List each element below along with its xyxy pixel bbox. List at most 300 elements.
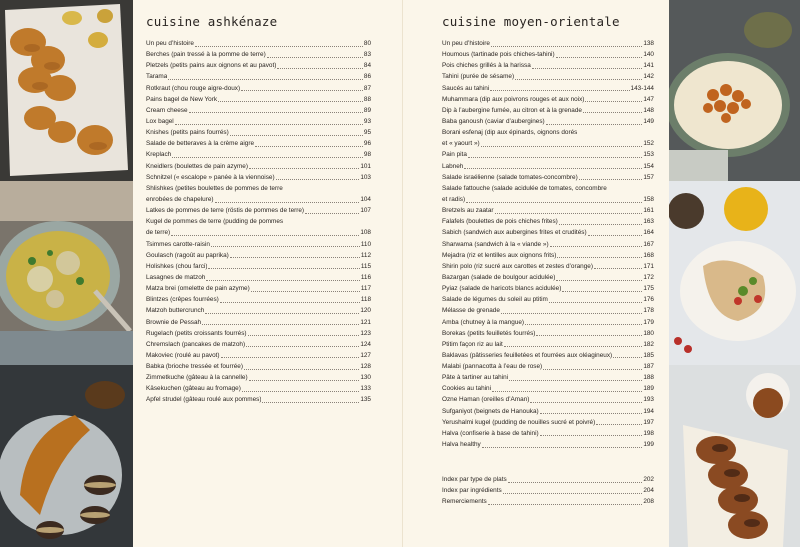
toc-entry: [442, 250, 654, 261]
dot-leader: [540, 413, 643, 414]
toc-entry-label: Lasagnes de matzoh: [146, 273, 206, 281]
toc-entry-page: 197: [643, 418, 654, 426]
dot-leader: [205, 313, 359, 314]
toc-entry: [442, 172, 654, 183]
toc-entry-page: 175: [643, 285, 654, 293]
toc-entry-label: Tsimmes carotte-raisin: [146, 240, 210, 248]
toc-entry-label: Chremslach (pancakes de matzoh): [146, 340, 246, 348]
dot-leader: [562, 291, 642, 292]
dot-leader: [246, 346, 359, 347]
toc-entry-label: Kugel de pommes de terre (pudding de pommes: [146, 218, 284, 226]
toc-entry-page: 128: [360, 363, 371, 371]
toc-entry-label: Malabi (pannacotta à l’eau de rose): [442, 363, 543, 371]
toc-entry-label: Matza brei (omelette de pain azyme): [146, 285, 250, 293]
dot-leader: [585, 101, 642, 102]
toc-entry-page: 118: [360, 296, 371, 304]
toc-entry: [146, 294, 371, 305]
toc-entry-page: 208: [643, 498, 654, 506]
toc-entry-page: 96: [363, 140, 371, 148]
toc-entry-page: 189: [643, 385, 654, 393]
poppy-roll-illustration: [0, 365, 133, 547]
dot-leader: [249, 380, 360, 381]
donuts-illustration: [668, 365, 800, 547]
dot-leader: [208, 268, 359, 269]
dot-leader: [241, 90, 363, 91]
dot-leader: [230, 135, 363, 136]
toc-entry-label: Makoviec (roulé au pavot): [146, 351, 220, 359]
dot-leader: [508, 482, 643, 483]
toc-entry-label: Latkes de pommes de terre (röstis de pommes de terre): [146, 207, 305, 215]
dot-leader: [168, 79, 363, 80]
toc-entry-page: 188: [643, 374, 654, 382]
toc-entry-label: Berches (pain tressé à la pomme de terre): [146, 51, 266, 59]
dot-leader: [504, 346, 643, 347]
toc-entry: [146, 305, 371, 316]
dot-leader: [543, 369, 642, 370]
toc-entry-page: 179: [643, 318, 654, 326]
toc-entry: [146, 239, 371, 250]
toc-entry-label: Borekas (petits feuilletés fourrés): [442, 329, 536, 337]
toc-entry-page: 80: [363, 39, 371, 47]
dot-leader: [195, 46, 363, 47]
toc-entry: [442, 339, 654, 350]
toc-entry-label: Index par ingrédients: [442, 487, 502, 495]
dot-leader: [550, 246, 643, 247]
toc-entry-label: Apfel strudel (gâteau roulé aux pommes): [146, 396, 262, 404]
toc-entry-page: 153: [643, 151, 654, 159]
dot-leader: [305, 213, 359, 214]
toc-entry-label: enrobées de chapelure): [146, 195, 214, 203]
dot-leader: [549, 302, 642, 303]
toc-entry: [146, 383, 371, 394]
toc-entry-page: 167: [643, 240, 654, 248]
toc-entry-page: 168: [643, 251, 654, 259]
toc-entry-page: 107: [360, 207, 371, 215]
toc-entry-page: 98: [363, 151, 371, 159]
toc-entry-label: Borani esfenaj (dip aux épinards, oignons dorés: [442, 129, 578, 137]
toc-entry-label: et radis): [442, 195, 466, 203]
dot-leader: [492, 391, 642, 392]
toc-entry: [146, 149, 371, 160]
toc-entry-label: Amba (chutney à la mangue): [442, 318, 525, 326]
dot-leader: [540, 435, 643, 436]
toc-entry: [146, 116, 371, 127]
toc-entry-label: Un peu d’histoire: [146, 39, 194, 47]
toc-entry-page: 194: [643, 407, 654, 415]
dot-leader: [262, 402, 359, 403]
dot-leader: [613, 357, 642, 358]
dot-leader: [202, 324, 359, 325]
toc-entry-label: Brownie de Pessah: [146, 318, 202, 326]
toc-entry-page: 202: [643, 475, 654, 483]
dot-leader: [594, 268, 642, 269]
toc-entry-label: Salade israélienne (salade tomates-concombre): [442, 173, 578, 181]
toc-entry: [442, 105, 654, 116]
dot-leader: [220, 302, 360, 303]
dot-leader: [588, 235, 643, 236]
toc-entry-label: Pyiaz (salade de haricots blancs acidulée): [442, 285, 562, 293]
toc-entry-label: Salade fattouche (salade acidulée de tomates, concombre: [442, 184, 607, 192]
dot-leader: [579, 179, 643, 180]
dot-leader: [172, 157, 363, 158]
toc-entry-page: 104: [360, 195, 371, 203]
toc-entry-label: Pois chiches grillés à la harissa: [442, 62, 531, 70]
toc-entry-label: Pains bagel de New York: [146, 95, 218, 103]
dot-leader: [491, 46, 642, 47]
toc-entry-page: 176: [643, 296, 654, 304]
dot-leader: [466, 202, 642, 203]
toc-entry-label: Mejadra (riz et lentilles aux oignons frits): [442, 251, 557, 259]
toc-entry-page: 116: [360, 273, 371, 281]
toc-entry-label: Labneh: [442, 162, 464, 170]
dot-leader: [189, 112, 363, 113]
dot-leader: [215, 202, 360, 203]
dot-leader: [596, 424, 642, 425]
toc-entry-page: 103: [360, 173, 371, 181]
toc-entry: [146, 261, 371, 272]
photo-sufganiyot: [668, 365, 800, 547]
dot-leader: [490, 90, 629, 91]
dot-leader: [556, 57, 643, 58]
toc-entry: [146, 83, 371, 94]
toc-entry: [442, 383, 654, 394]
toc-entry-page: 149: [643, 117, 654, 125]
dot-leader: [532, 68, 643, 69]
photo-poppy-seed-roll: [0, 365, 133, 547]
toc-entry-label: Bazargan (salade de boulgour acidulée): [442, 273, 556, 281]
toc-entry-page: 163: [643, 218, 654, 226]
toc-entry-page: 138: [643, 39, 654, 47]
toc-entry-page: 187: [643, 363, 654, 371]
toc-entry-page: 198: [643, 429, 654, 437]
toc-entry-page: 154: [643, 162, 654, 170]
toc-entry: [442, 305, 654, 316]
toc-entry: [146, 194, 371, 205]
toc-entry-label: Salade de betteraves à la crème aigre: [146, 140, 254, 148]
toc-entry: [442, 261, 654, 272]
toc-entry-label: Un peu d’histoire: [442, 39, 490, 47]
toc-entry: [442, 83, 654, 94]
toc-entry: [442, 485, 654, 496]
toc-entry-label: Käsekuchen (gâteau au fromage): [146, 385, 241, 393]
toc-entry-page: 84: [363, 62, 371, 70]
toc-entry-page: 133: [360, 385, 371, 393]
toc-entry: [146, 138, 371, 149]
pita-illustration: [668, 181, 800, 365]
toc-entry-page: 185: [643, 351, 654, 359]
toc-entry-label: Blintzes (crêpes fourrées): [146, 296, 219, 304]
toc-entry: [442, 361, 654, 372]
toc-list-moyen-orientale: [442, 38, 654, 450]
hummus-illustration: [668, 0, 800, 181]
toc-entry-label: Index par type de plats: [442, 475, 507, 483]
toc-entry: [442, 395, 654, 406]
toc-entry-label: Ozne Haman (oreilles d’Aman): [442, 396, 530, 404]
toc-entry: [442, 116, 654, 127]
toc-entry: [442, 38, 654, 49]
toc-entry-page: 110: [360, 240, 371, 248]
toc-entry: [146, 272, 371, 283]
toc-entry-label: Pâte à tartiner au tahini: [442, 374, 509, 382]
dot-leader: [525, 324, 642, 325]
toc-entry-page: 121: [360, 318, 371, 326]
toc-entry: [146, 339, 371, 350]
toc-entry: [146, 250, 371, 261]
toc-entry: [146, 283, 371, 294]
toc-entry-label: Sharwama (sandwich à la « viande »): [442, 240, 549, 248]
toc-entry-page: 124: [360, 340, 371, 348]
toc-entry-label: Rotkraut (chou rouge aigre-doux): [146, 84, 241, 92]
toc-entry: [442, 428, 654, 439]
toc-entry: [442, 161, 654, 172]
dot-leader: [206, 280, 359, 281]
toc-entry-page: 115: [360, 262, 371, 270]
toc-entry: [442, 496, 654, 507]
toc-entry-page: 143-144: [630, 84, 654, 92]
dot-leader: [277, 68, 363, 69]
photo-matzo-ball-soup: [0, 181, 133, 365]
toc-entry: [442, 294, 654, 305]
section-title-moyen-orientale: cuisine moyen-orientale: [442, 14, 620, 29]
toc-entry: [442, 205, 654, 216]
toc-entry-page: 147: [643, 95, 654, 103]
toc-entry-page: 182: [643, 340, 654, 348]
toc-entry: [146, 227, 371, 238]
toc-entry-page: 141: [643, 62, 654, 70]
toc-entry: [146, 161, 371, 172]
dot-leader: [221, 357, 360, 358]
toc-entry: [146, 105, 371, 116]
toc-entry-label: Sufganiyot (beignets de Hanouka): [442, 407, 539, 415]
toc-entry-label: Holishkes (chou farci): [146, 262, 208, 270]
toc-entry-page: 193: [643, 396, 654, 404]
dot-leader: [230, 257, 360, 258]
toc-entry: [442, 406, 654, 417]
dot-leader: [482, 447, 643, 448]
toc-entry-page: 158: [643, 195, 654, 203]
toc-entry-label: Ptitim façon riz au lait: [442, 340, 503, 348]
toc-entry-page: 161: [643, 207, 654, 215]
toc-entry: [442, 183, 654, 194]
braided-bread-illustration: [0, 0, 133, 181]
dot-leader: [242, 391, 359, 392]
toc-entry-page: 178: [643, 307, 654, 315]
toc-entry-page: 86: [363, 73, 371, 81]
toc-entry-label: de terre): [146, 229, 171, 237]
toc-entry: [442, 194, 654, 205]
toc-entry-label: Bretzels au zaatar: [442, 207, 494, 215]
toc-entry: [442, 350, 654, 361]
toc-list-index: [442, 474, 654, 507]
toc-entry: [146, 38, 371, 49]
toc-entry-label: Yerushalmi kugel (pudding de nouilles sucré et poivré): [442, 418, 596, 426]
toc-entry-label: Babka (brioche tressée et fourrée): [146, 363, 243, 371]
dot-leader: [244, 369, 359, 370]
toc-entry-label: Tarama: [146, 73, 168, 81]
toc-entry: [146, 328, 371, 339]
toc-entry-label: Schnitzel (« escalope » panée à la viennoise): [146, 173, 275, 181]
toc-entry-label: Halva healthy: [442, 441, 481, 449]
toc-entry: [442, 317, 654, 328]
toc-entry: [146, 49, 371, 60]
toc-entry-page: 101: [360, 162, 371, 170]
toc-entry-label: Kneidlers (boulettes de pain azyme): [146, 162, 248, 170]
toc-entry-label: Remerciements: [442, 498, 487, 506]
matzo-ball-soup-illustration: [0, 181, 133, 365]
dot-leader: [509, 380, 642, 381]
toc-entry-page: 130: [360, 374, 371, 382]
toc-entry-label: Mélasse de grenade: [442, 307, 500, 315]
toc-entry-page: 164: [643, 229, 654, 237]
toc-entry: [442, 94, 654, 105]
toc-entry-page: 199: [643, 441, 654, 449]
dot-leader: [464, 168, 642, 169]
toc-entry-page: 148: [643, 106, 654, 114]
toc-entry: [442, 49, 654, 60]
toc-entry-label: Shirin polo (riz sucré aux carottes et zestes d’orange): [442, 262, 593, 270]
toc-entry: [442, 227, 654, 238]
dot-leader: [255, 146, 363, 147]
toc-entry-page: 87: [363, 84, 371, 92]
photo-hummus-chickpeas: [668, 0, 800, 181]
toc-entry-label: et « yaourt »): [442, 140, 480, 148]
toc-entry-label: Cookies au tahini: [442, 385, 492, 393]
toc-entry: [146, 127, 371, 138]
dot-leader: [583, 112, 642, 113]
toc-entry-page: 108: [360, 229, 371, 237]
toc-entry-label: Zimmetkuche (gâteau à la cannelle): [146, 374, 248, 382]
toc-entry: [146, 205, 371, 216]
dot-leader: [276, 179, 360, 180]
toc-entry-label: Dip à l’aubergine fumée, au citron et à la grenade: [442, 106, 582, 114]
toc-entry: [442, 474, 654, 485]
toc-entry-page: 204: [643, 487, 654, 495]
toc-entry-page: 172: [643, 273, 654, 281]
dot-leader: [248, 335, 360, 336]
toc-entry-page: 88: [363, 95, 371, 103]
dot-leader: [556, 280, 642, 281]
toc-entry-label: Knishes (petits pains fourrés): [146, 129, 229, 137]
dot-leader: [175, 124, 363, 125]
toc-entry-label: Kreplach: [146, 151, 172, 159]
toc-entry: [442, 71, 654, 82]
right-page: [402, 0, 669, 547]
toc-entry-label: Shlishkes (petites boulettes de pommes de terre: [146, 184, 283, 192]
dot-leader: [503, 493, 643, 494]
toc-entry: [442, 216, 654, 227]
toc-entry-page: 127: [360, 351, 371, 359]
toc-entry-page: 135: [360, 396, 371, 404]
toc-entry: [442, 283, 654, 294]
toc-entry: [442, 149, 654, 160]
toc-entry: [442, 272, 654, 283]
toc-entry: [146, 94, 371, 105]
toc-entry: [442, 417, 654, 428]
toc-entry: [146, 172, 371, 183]
toc-entry: [146, 216, 371, 227]
toc-entry-label: Lox bagel: [146, 117, 174, 125]
toc-entry: [442, 127, 654, 138]
toc-entry-page: 171: [643, 262, 654, 270]
toc-entry-label: Saucés au tahini: [442, 84, 490, 92]
toc-entry-label: Halva (confiserie à base de tahini): [442, 429, 539, 437]
toc-entry-page: 120: [360, 307, 371, 315]
toc-entry-label: Rugelach (petits croissants fourrés): [146, 329, 247, 337]
toc-entry: [146, 60, 371, 71]
dot-leader: [481, 146, 643, 147]
toc-entry: [442, 239, 654, 250]
toc-entry: [442, 328, 654, 339]
dot-leader: [468, 157, 642, 158]
toc-entry-page: 83: [363, 51, 371, 59]
toc-entry-label: Muhammara (dip aux poivrons rouges et aux noix): [442, 95, 585, 103]
toc-entry: [146, 317, 371, 328]
dot-leader: [218, 101, 363, 102]
toc-entry: [146, 350, 371, 361]
toc-entry-label: Baba ganoush (caviar d’aubergines): [442, 117, 545, 125]
dot-leader: [267, 57, 363, 58]
dot-leader: [171, 235, 359, 236]
toc-entry-page: 95: [363, 129, 371, 137]
toc-entry-page: 157: [643, 173, 654, 181]
toc-entry-page: 180: [643, 329, 654, 337]
photo-braided-bread: [0, 0, 133, 181]
photo-pita-sandwich: [668, 181, 800, 365]
section-title-ashkenaze: cuisine ashkénaze: [146, 14, 278, 29]
toc-list-ashkenaze: [146, 38, 371, 406]
toc-entry-page: 123: [360, 329, 371, 337]
toc-entry-label: Salade de légumes du soleil au ptitim: [442, 296, 548, 304]
dot-leader: [495, 213, 643, 214]
dot-leader: [211, 246, 360, 247]
dot-leader: [488, 504, 643, 505]
toc-entry: [146, 372, 371, 383]
toc-entry: [442, 138, 654, 149]
toc-entry-page: 93: [363, 117, 371, 125]
toc-entry-label: Pletzels (petits pains aux oignons et au pavot): [146, 62, 277, 70]
toc-entry: [146, 71, 371, 82]
toc-entry-label: Sabich (sandwich aux aubergines frites et crudités): [442, 229, 587, 237]
left-page: [133, 0, 402, 547]
toc-entry: [146, 361, 371, 372]
toc-entry-page: 152: [643, 140, 654, 148]
toc-entry-label: Goulasch (ragoût au paprika): [146, 251, 229, 259]
toc-entry-page: 89: [363, 106, 371, 114]
toc-entry-label: Falafels (boulettes de pois chiches frites): [442, 218, 558, 226]
dot-leader: [249, 168, 359, 169]
toc-entry-label: Baklavas (pâtisseries feuilletées et fourrées aux oléagineux): [442, 351, 613, 359]
toc-entry: [146, 183, 371, 194]
toc-entry-page: 140: [643, 51, 654, 59]
dot-leader: [530, 402, 642, 403]
toc-entry-page: 142: [643, 73, 654, 81]
dot-leader: [251, 291, 360, 292]
dot-leader: [557, 257, 642, 258]
toc-entry: [442, 372, 654, 383]
toc-entry-page: 112: [360, 251, 371, 259]
toc-entry: [146, 395, 371, 406]
toc-entry: [442, 60, 654, 71]
toc-entry: [442, 439, 654, 450]
toc-entry-label: Houmous (tartinade pois chiches-tahini): [442, 51, 555, 59]
toc-entry-page: 117: [360, 285, 371, 293]
dot-leader: [559, 224, 643, 225]
dot-leader: [515, 79, 642, 80]
toc-entry-label: Matzoh buttercrunch: [146, 307, 205, 315]
toc-entry-label: Pain pita: [442, 151, 467, 159]
dot-leader: [536, 335, 642, 336]
dot-leader: [546, 124, 643, 125]
